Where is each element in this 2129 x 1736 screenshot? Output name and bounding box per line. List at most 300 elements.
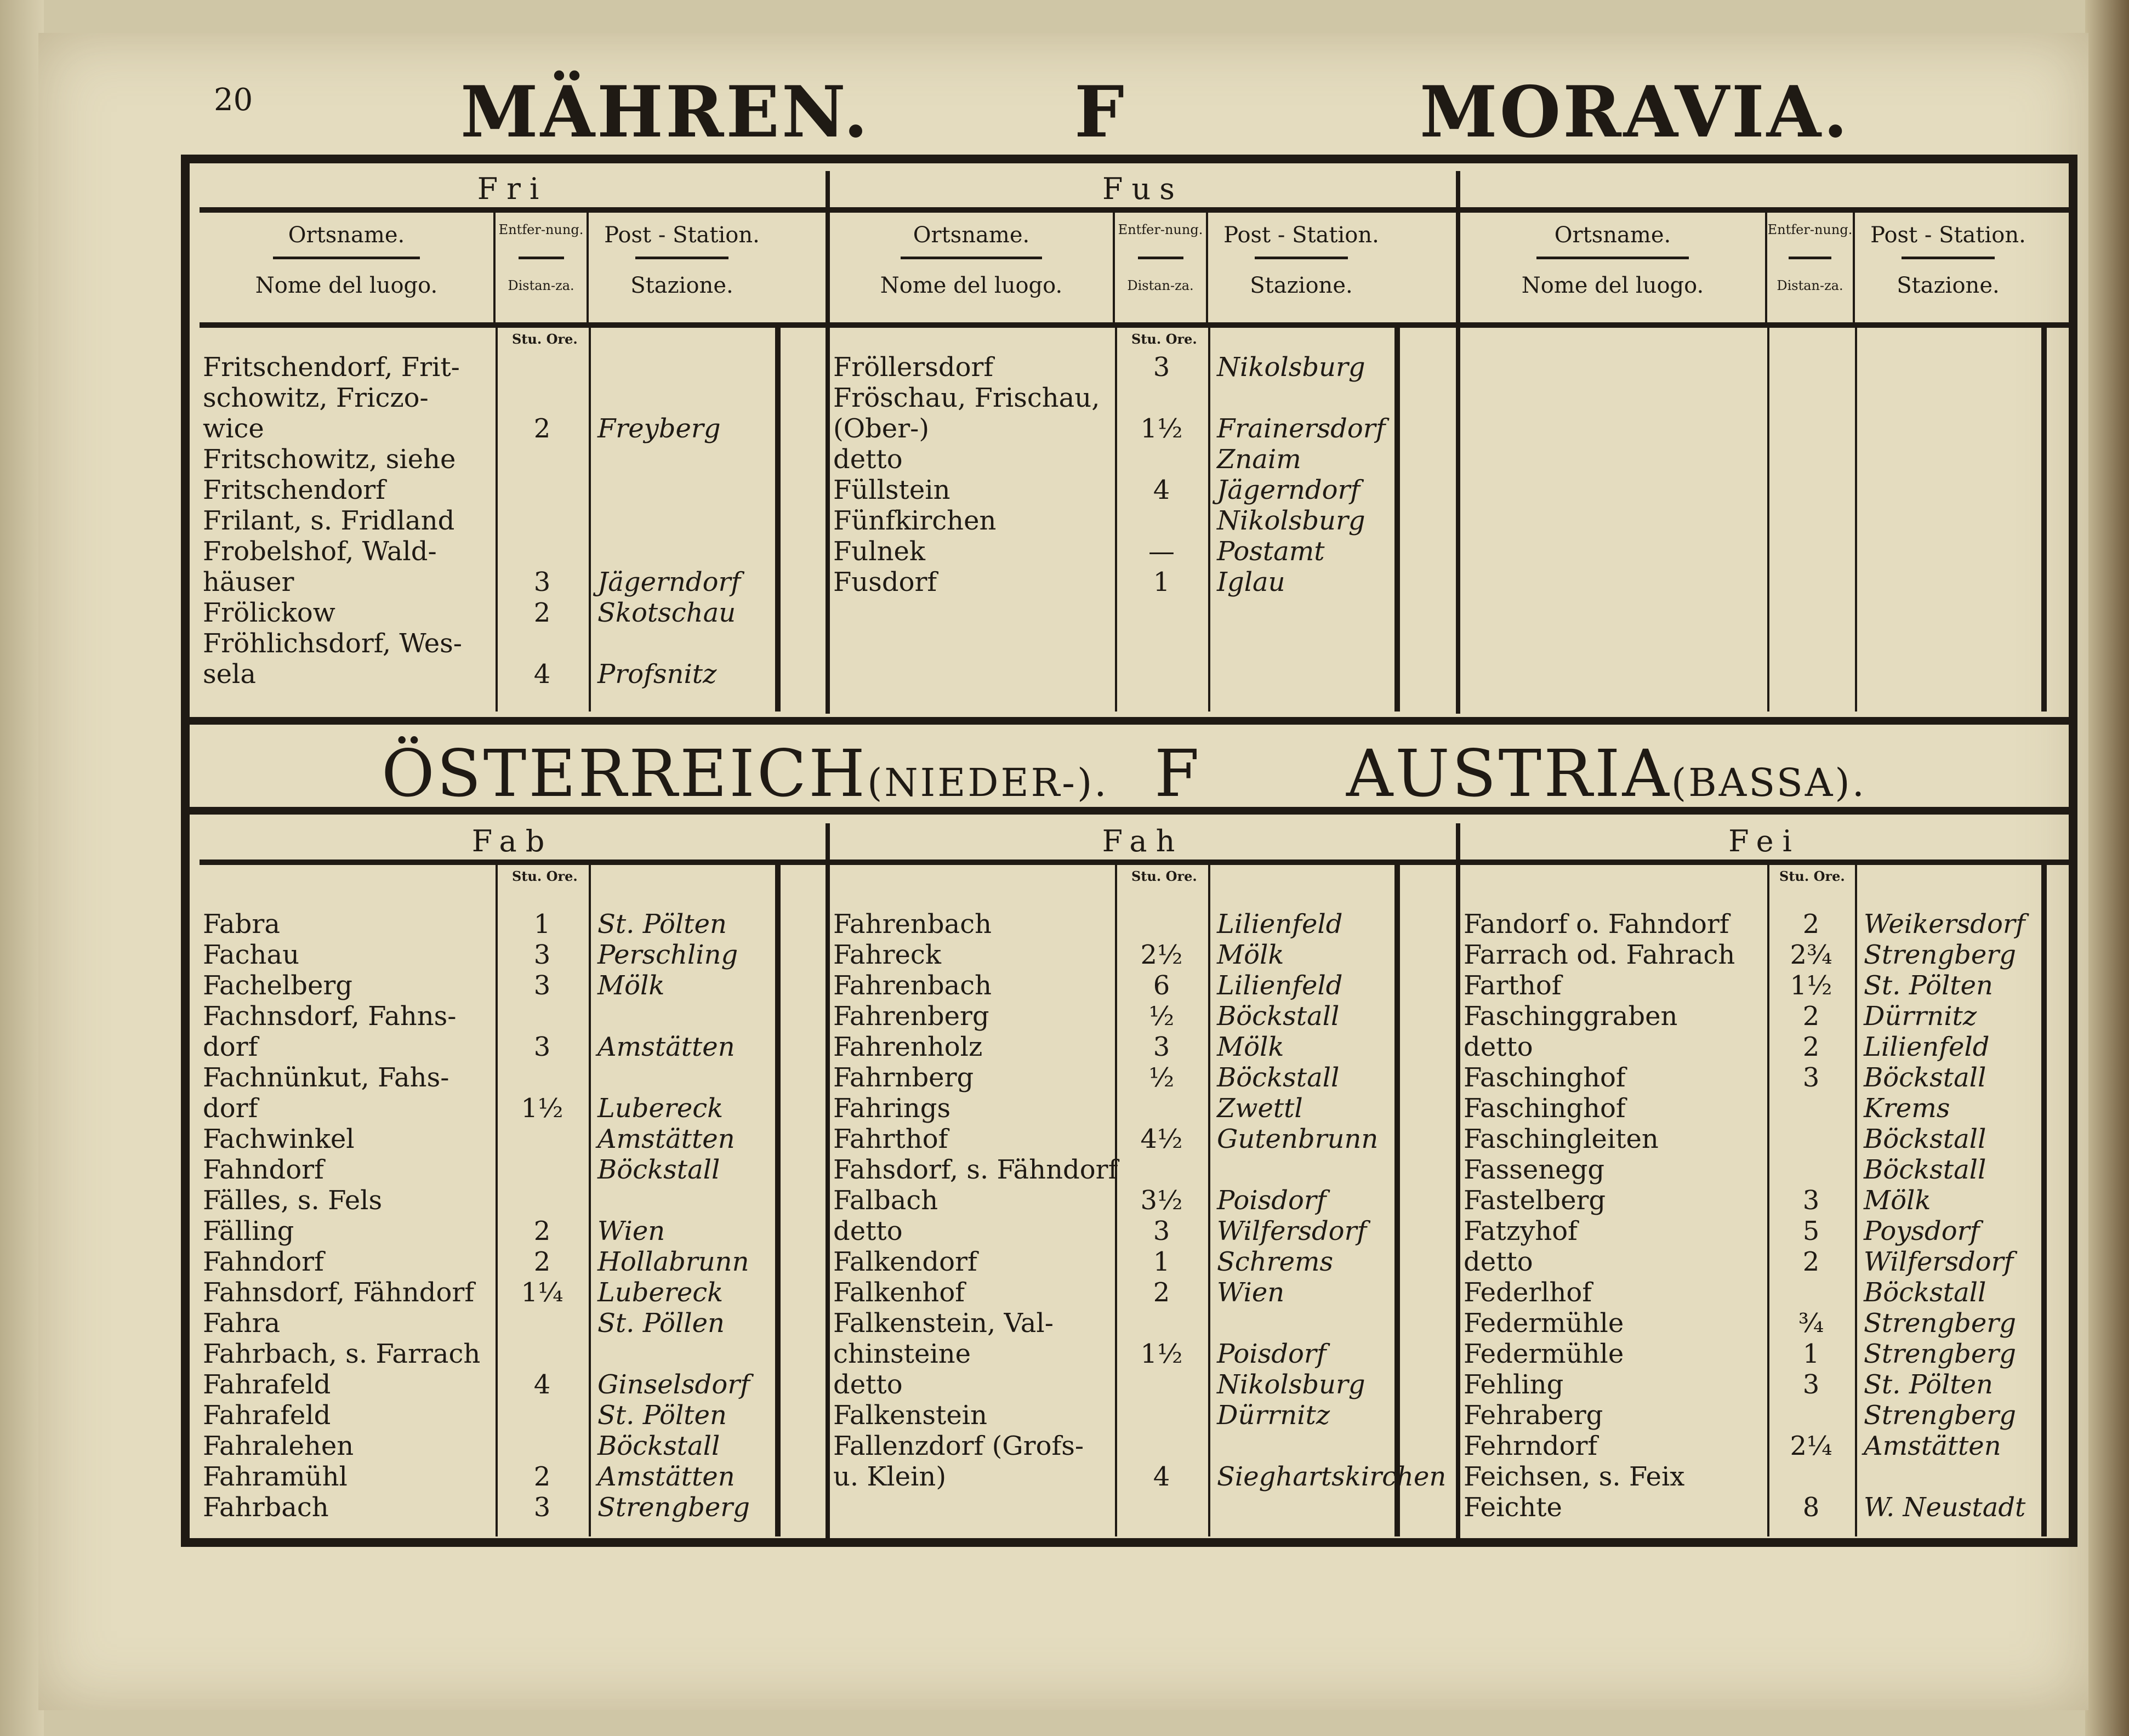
distance: ½: [1148, 1001, 1175, 1032]
post-station: Strengberg: [1864, 1400, 2016, 1431]
book-spine-right: [2085, 0, 2129, 1736]
table-row: [830, 940, 1456, 970]
place-name: Fahrthof: [833, 1124, 948, 1154]
distance: 2: [533, 1461, 551, 1492]
table-row: [200, 1431, 826, 1461]
distance: 3: [1802, 1369, 1820, 1400]
distance: 2: [1802, 909, 1820, 940]
distance: —: [1148, 536, 1175, 567]
place-name: detto: [1464, 1246, 1533, 1277]
place-name: Frilant, s. Fridland: [203, 505, 455, 536]
place-name: Feichsen, s. Feix: [1464, 1461, 1685, 1492]
post-station: Lilienfeld: [1217, 909, 1343, 940]
table-row: [1460, 1492, 2069, 1523]
section-title-fei: Fei: [1460, 823, 2069, 865]
post-station: Profsnitz: [597, 659, 717, 690]
table-row: [200, 536, 826, 567]
table-row: [200, 1369, 826, 1400]
post-station: St. Pölten: [1864, 970, 1993, 1001]
table-row: [200, 1185, 826, 1216]
distance: 2¾: [1790, 940, 1832, 970]
rows-fab: [200, 865, 826, 1536]
post-station: Böckstall: [1864, 1124, 1986, 1154]
post-station: Poisdorf: [1217, 1339, 1327, 1369]
place-name: Faschinggraben: [1464, 1001, 1678, 1032]
place-name: Fritschendorf: [203, 475, 385, 505]
table-row: [1460, 909, 2069, 940]
table-row: [200, 1154, 826, 1185]
place-name: Fahrafeld: [203, 1369, 331, 1400]
place-name: detto: [833, 1369, 903, 1400]
place-name: detto: [1464, 1032, 1533, 1062]
place-name: Fatzyhof: [1464, 1216, 1578, 1246]
place-name: Fehling: [1464, 1369, 1564, 1400]
table-row: [200, 1032, 826, 1062]
place-name: Fallenzdorf (Grofs-: [833, 1431, 1084, 1461]
place-name: Fahrenberg: [833, 1001, 989, 1032]
section-fus: [830, 171, 1460, 714]
place-name: Fahrenholz: [833, 1032, 983, 1062]
rows-fus: [830, 328, 1456, 712]
table-row: [1460, 1062, 2069, 1093]
post-station: Strengberg: [1864, 1308, 2016, 1339]
table-row: [830, 1093, 1456, 1124]
post-station: Znaim: [1217, 444, 1301, 475]
rows-fri: [200, 328, 826, 712]
table-row: [200, 505, 826, 536]
place-name: Fahrafeld: [203, 1400, 331, 1431]
table-row: [200, 475, 826, 505]
post-station: Perschling: [597, 940, 738, 970]
distance: 4: [533, 659, 551, 690]
place-name: sela: [203, 659, 257, 690]
post-station: Skotschau: [597, 597, 736, 628]
post-station: Strengberg: [1864, 1339, 2016, 1369]
table-row: [1460, 970, 2069, 1001]
place-name: Faschinghof: [1464, 1062, 1626, 1093]
table-row: [200, 628, 826, 659]
distance: 6: [1153, 970, 1170, 1001]
distance: 1½: [521, 1093, 563, 1124]
post-station: Jägerndorf: [597, 567, 741, 597]
table-row: [830, 383, 1456, 413]
table-row: [830, 1062, 1456, 1093]
post-station: Nikolsburg: [1217, 505, 1365, 536]
header-post-station: Post - Station. Stazione.: [604, 223, 760, 298]
place-name: Fabra: [203, 909, 280, 940]
distance: 2: [1802, 1001, 1820, 1032]
place-name: u. Klein): [833, 1461, 947, 1492]
place-name: Fröllersdorf: [833, 352, 994, 383]
post-station: Böckstall: [597, 1154, 720, 1185]
country-band: [190, 717, 2069, 815]
place-name: Farrach od. Fahrach: [1464, 940, 1735, 970]
table-row: [1460, 940, 2069, 970]
post-station: St. Pölten: [597, 1400, 727, 1431]
place-name: Fachnünkut, Fahs-: [203, 1062, 449, 1093]
post-station: Wilfersdorf: [1217, 1216, 1367, 1246]
table-row: [830, 1308, 1456, 1339]
header-ortsname: Ortsname. Nome del luogo.: [830, 213, 1115, 322]
post-station: Böckstall: [1864, 1062, 1986, 1093]
table-row: [1460, 1461, 2069, 1492]
place-name: Falkendorf: [833, 1246, 977, 1277]
post-station: Freyberg: [597, 413, 721, 444]
post-station: Dürrnitz: [1864, 1001, 1977, 1032]
place-name: Fehraberg: [1464, 1400, 1603, 1431]
distance: 1½: [1140, 1339, 1183, 1369]
distance: 2: [533, 597, 551, 628]
distance: 3: [533, 1032, 551, 1062]
distance: 4: [1153, 1461, 1170, 1492]
section-fab: [200, 823, 830, 1539]
distance: 3: [533, 940, 551, 970]
stu-ore-label: Stu. Ore.: [1779, 868, 1845, 884]
place-name: Fahndorf: [203, 1154, 324, 1185]
distance: 5: [1802, 1216, 1820, 1246]
place-name: dorf: [203, 1093, 258, 1124]
distance: 2½: [1140, 940, 1183, 970]
post-station: Weikersdorf: [1864, 909, 2025, 940]
post-station: Postamt: [1217, 536, 1325, 567]
place-name: Fahrbach, s. Farrach: [203, 1339, 481, 1369]
column-headers-empty: [1460, 213, 2069, 328]
distance: 1½: [1790, 970, 1832, 1001]
place-name: detto: [833, 444, 903, 475]
post-station: Zwettl: [1217, 1093, 1303, 1124]
section-fei: [1460, 823, 2069, 1539]
post-station: St. Pölten: [1864, 1369, 1993, 1400]
table-row: [830, 444, 1456, 475]
place-name: Fahnsdorf, Fähndorf: [203, 1277, 475, 1308]
table-row: [830, 475, 1456, 505]
post-station: Wien: [1217, 1277, 1285, 1308]
place-name: Fahrings: [833, 1093, 951, 1124]
place-name: Fachelberg: [203, 970, 353, 1001]
distance: 1: [1153, 1246, 1170, 1277]
table-row: [830, 1461, 1456, 1492]
header-post-station: Post - Station. Stazione.: [1870, 223, 2026, 298]
header-ortsname: Ortsname. Nome del luogo.: [1460, 213, 1767, 322]
distance: 3½: [1140, 1185, 1183, 1216]
table-row: [1460, 1216, 2069, 1246]
section-empty: [1460, 171, 2069, 714]
table-row: [830, 1339, 1456, 1369]
table-row: [200, 1400, 826, 1431]
place-name: Fahrbach: [203, 1492, 329, 1523]
table-row: [1460, 1032, 2069, 1062]
distance: 3: [1802, 1062, 1820, 1093]
table-row: [1460, 1369, 2069, 1400]
post-station: Amstätten: [1864, 1431, 2001, 1461]
header-ortsname: Ortsname. Nome del luogo.: [200, 213, 496, 322]
table-row: [200, 444, 826, 475]
place-name: Federmühle: [1464, 1339, 1624, 1369]
distance: 2¼: [1790, 1431, 1832, 1461]
place-name: Falkenstein, Val-: [833, 1308, 1054, 1339]
place-name: Fandorf o. Fahndorf: [1464, 909, 1729, 940]
place-name: Fahrnberg: [833, 1062, 974, 1093]
post-station: Mölk: [1217, 1032, 1284, 1062]
place-name: chinsteine: [833, 1339, 971, 1369]
place-name: Fachau: [203, 940, 299, 970]
post-station: Lubereck: [597, 1277, 724, 1308]
post-station: Mölk: [1217, 940, 1284, 970]
post-station: Iglau: [1217, 567, 1285, 597]
post-station: Böckstall: [1864, 1154, 1986, 1185]
header-letter: F: [1074, 71, 1126, 153]
post-station: Lilienfeld: [1864, 1032, 1990, 1062]
place-name: Fastelberg: [1464, 1185, 1606, 1216]
table-row: [1460, 1400, 2069, 1431]
place-name: Fünfkirchen: [833, 505, 997, 536]
post-station: Krems: [1864, 1093, 1950, 1124]
place-name: Fritschowitz, siehe: [203, 444, 456, 475]
post-station: Böckstall: [1217, 1062, 1340, 1093]
place-name: wice: [203, 413, 264, 444]
section-title-fus: Fus: [830, 171, 1456, 213]
post-station: Sieghartskirchen: [1217, 1461, 1447, 1492]
table-row: [200, 970, 826, 1001]
table-row: [200, 909, 826, 940]
table-row: [200, 659, 826, 690]
place-name: Fassenegg: [1464, 1154, 1605, 1185]
table-row: [200, 1216, 826, 1246]
place-name: Fusdorf: [833, 567, 937, 597]
place-name: Fälles, s. Fels: [203, 1185, 383, 1216]
table-row: [1460, 1185, 2069, 1216]
post-station: Jägerndorf: [1217, 475, 1360, 505]
distance: 2: [533, 1246, 551, 1277]
place-name: Faschingleiten: [1464, 1124, 1659, 1154]
place-name: Fahralehen: [203, 1431, 354, 1461]
place-name: Fachnsdorf, Fahns-: [203, 1001, 457, 1032]
post-station: Wilfersdorf: [1864, 1246, 2014, 1277]
table-row: [200, 413, 826, 444]
section-fri: [200, 171, 830, 714]
table-row: [1460, 1277, 2069, 1308]
table-row: [1460, 1001, 2069, 1032]
post-station: Dürrnitz: [1217, 1400, 1330, 1431]
post-station: Schrems: [1217, 1246, 1334, 1277]
post-station: Amstätten: [597, 1032, 735, 1062]
table-row: [1460, 1431, 2069, 1461]
post-station: Nikolsburg: [1217, 352, 1365, 383]
post-station: Amstätten: [597, 1461, 735, 1492]
post-station: Lubereck: [597, 1093, 724, 1124]
column-headers-fus: [830, 213, 1456, 328]
place-name: Farthof: [1464, 970, 1562, 1001]
post-station: Amstätten: [597, 1124, 735, 1154]
post-station: W. Neustadt: [1864, 1492, 2026, 1523]
post-station: Böckstall: [1217, 1001, 1340, 1032]
distance: ¾: [1798, 1308, 1824, 1339]
header-post-station: Post - Station. Stazione.: [1223, 223, 1379, 298]
distance: 4½: [1140, 1124, 1183, 1154]
table-row: [830, 536, 1456, 567]
distance: 2: [1802, 1246, 1820, 1277]
place-name: Falkenstein: [833, 1400, 988, 1431]
page-header: [0, 66, 2129, 153]
table-frame: [181, 155, 2077, 1547]
table-row: [1460, 1339, 2069, 1369]
table-row: [1460, 1308, 2069, 1339]
table-row: [830, 505, 1456, 536]
band-title-german: ÖSTERREICH(NIEDER-).: [382, 736, 1109, 811]
post-station: Strengberg: [1864, 940, 2016, 970]
place-name: detto: [833, 1216, 903, 1246]
place-name: (Ober-): [833, 413, 930, 444]
post-station: Poisdorf: [1217, 1185, 1327, 1216]
post-station: Nikolsburg: [1217, 1369, 1365, 1400]
table-row: [830, 909, 1456, 940]
post-station: Poysdorf: [1864, 1216, 1980, 1246]
table-row: [830, 413, 1456, 444]
table-row: [830, 1369, 1456, 1400]
header-title-german: MÄHREN.: [460, 71, 870, 153]
distance: 1: [1153, 567, 1170, 597]
distance: 2: [533, 1216, 551, 1246]
post-station: Ginselsdorf: [597, 1369, 750, 1400]
table-row: [830, 1277, 1456, 1308]
post-station: Böckstall: [597, 1431, 720, 1461]
rows-fah: [830, 865, 1456, 1536]
post-station: Hollabrunn: [597, 1246, 749, 1277]
place-name: Fahrenbach: [833, 970, 992, 1001]
table-row: [200, 1062, 826, 1093]
section-title-fah: Fah: [830, 823, 1456, 865]
table-row: [830, 1154, 1456, 1185]
section-title-fab: Fab: [200, 823, 826, 865]
post-station: St. Pölten: [597, 909, 727, 940]
post-station: Gutenbrunn: [1217, 1124, 1379, 1154]
table-row: [200, 567, 826, 597]
place-name: Fahramühl: [203, 1461, 348, 1492]
place-name: Fahra: [203, 1308, 281, 1339]
header-title-italian: MORAVIA.: [1420, 71, 1850, 153]
distance: 8: [1802, 1492, 1820, 1523]
post-station: Lilienfeld: [1217, 970, 1343, 1001]
header-entfernung: Entfer-nung. Distan-za.: [496, 213, 589, 322]
post-station: St. Pöllen: [597, 1308, 725, 1339]
post-station: Frainersdorf: [1217, 413, 1386, 444]
table-row: [200, 383, 826, 413]
table-row: [200, 1001, 826, 1032]
place-name: Fahrenbach: [833, 909, 992, 940]
table-row: [200, 1308, 826, 1339]
post-station: Böckstall: [1864, 1277, 1986, 1308]
place-name: schowitz, Friczo-: [203, 383, 429, 413]
header-entfernung: Entfer-nung. Distan-za.: [1115, 213, 1208, 322]
distance: 3: [533, 970, 551, 1001]
stu-ore-label: Stu. Ore.: [512, 868, 578, 884]
stu-ore-label: Stu. Ore.: [1131, 868, 1197, 884]
place-name: dorf: [203, 1032, 258, 1062]
table-row: [830, 1400, 1456, 1431]
table-row: [1460, 1093, 2069, 1124]
band-title-italian: AUSTRIA(BASSA).: [1346, 736, 1866, 811]
place-name: Faschinghof: [1464, 1093, 1626, 1124]
table-row: [830, 1001, 1456, 1032]
distance: 3: [1153, 1032, 1170, 1062]
post-station: Mölk: [1864, 1185, 1931, 1216]
post-station: Mölk: [597, 970, 665, 1001]
table-row: [830, 352, 1456, 383]
post-station: Strengberg: [597, 1492, 750, 1523]
place-name: Falbach: [833, 1185, 938, 1216]
table-row: [830, 1431, 1456, 1461]
place-name: Fröschau, Frischau,: [833, 383, 1100, 413]
distance: 4: [1153, 475, 1170, 505]
place-name: Fahreck: [833, 940, 941, 970]
table-row: [830, 1216, 1456, 1246]
rows-fei: [1460, 865, 2069, 1536]
table-row: [200, 1246, 826, 1277]
place-name: Frölickow: [203, 597, 335, 628]
place-name: Fulnek: [833, 536, 925, 567]
distance: 2: [1802, 1032, 1820, 1062]
place-name: Fröhlichsdorf, Wes-: [203, 628, 463, 659]
distance: 3: [1802, 1185, 1820, 1216]
table-row: [830, 567, 1456, 597]
distance: 2: [533, 413, 551, 444]
table-row: [830, 970, 1456, 1001]
post-station: Wien: [597, 1216, 665, 1246]
place-name: Fälling: [203, 1216, 294, 1246]
place-name: Feichte: [1464, 1492, 1562, 1523]
place-name: häuser: [203, 567, 294, 597]
table-row: [200, 597, 826, 628]
stu-ore-label: Stu. Ore.: [1131, 331, 1197, 347]
table-row: [200, 940, 826, 970]
page-number: 20: [214, 82, 253, 118]
distance: 3: [1153, 1216, 1170, 1246]
stu-ore-label: Stu. Ore.: [512, 331, 578, 347]
table-row: [200, 1461, 826, 1492]
band-letter: F: [1154, 736, 1202, 811]
place-name: Fahsdorf, s. Fähndorf: [833, 1154, 1118, 1185]
table-row: [830, 1185, 1456, 1216]
section-title-fri: Fri: [200, 171, 826, 213]
table-row: [200, 1277, 826, 1308]
table-row: [200, 352, 826, 383]
distance: 3: [533, 1492, 551, 1523]
distance: 1¼: [521, 1277, 563, 1308]
place-name: Fachwinkel: [203, 1124, 355, 1154]
distance: 4: [533, 1369, 551, 1400]
section-fah: [830, 823, 1460, 1539]
distance: 3: [533, 567, 551, 597]
place-name: Federmühle: [1464, 1308, 1624, 1339]
distance: 1: [533, 909, 551, 940]
place-name: Frobelshof, Wald-: [203, 536, 437, 567]
table-row: [1460, 1246, 2069, 1277]
distance: 2: [1153, 1277, 1170, 1308]
book-spine-left: [0, 0, 44, 1736]
table-row: [200, 1124, 826, 1154]
distance: ½: [1148, 1062, 1175, 1093]
table-row: [200, 1093, 826, 1124]
column-headers-fri: [200, 213, 826, 328]
place-name: Füllstein: [833, 475, 950, 505]
place-name: Falkenhof: [833, 1277, 965, 1308]
header-entfernung: Entfer-nung. Distan-za.: [1767, 213, 1855, 322]
distance: 1: [1802, 1339, 1820, 1369]
table-row: [830, 1246, 1456, 1277]
place-name: Fahndorf: [203, 1246, 324, 1277]
place-name: Fehrndorf: [1464, 1431, 1598, 1461]
table-row: [830, 1124, 1456, 1154]
